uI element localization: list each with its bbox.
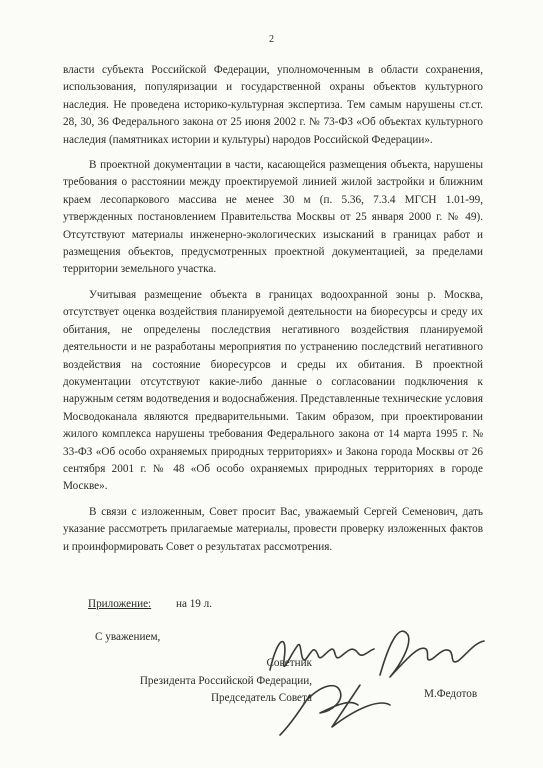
page-number: 2 <box>269 34 274 45</box>
closing-salutation: С уважением, <box>95 631 161 643</box>
handwritten-signature <box>240 615 500 745</box>
attachment-line <box>88 597 212 612</box>
paragraph-2: В проектной документации в части, касающейся размещения объекта, нарушены требования о расстоянии между проектируемой линией жилой застройки и ближним краем лесопаркового массива не менее 30 м (п. 5.36, 7.3.4 МГСН 1.01-99, утвержденных постановлением Правительства Москвы от 25 января 2000 г. № 49). Отсутствуют материалы инженерно-экологических изысканий в границах работ и размещения объектов, предусмотренных проектной документацией, за пределами территории земельного участка. <box>63 159 483 276</box>
signatory-line-2: Президента Российской Федерации, <box>139 674 312 687</box>
paragraph-3: Учитывая размещение объекта в границах водоохранной зоны р. Москва, отсутствует оценка воздействия планируемой деятельности на биоресурсы и среду их обитания, не определены последствия негативного воздействия планируемой деятельности и не разработаны мероприятия по устранению последствий негативного воздействия на состояние биоресурсов и среды их обитания. В проектной документации отсутствуют какие-либо данные о согласовании подключения к наружным сетям водотведения и водоснабжения. Представленные технические условия Мосводоканала являются предварительными. Таким образом, при проектировании жилого комплекса нарушены требования Федерального закона от 14 марта 1995 г. № 33-ФЗ «Об особо охраняемых природных территориях» и Закона города Москвы от 26 сентября 2001 г. № 48 «Об особо охраняемых природных территориях в городе Москве». <box>63 288 483 493</box>
attachment-value: на 19 л. <box>175 598 213 610</box>
attachment-label: Приложение: <box>88 598 152 610</box>
paragraph-4: В связи с изложенным, Совет просит Вас, уважаемый Сергей Семенович, дать указание рассмотреть прилагаемые материалы, провести проверку изложенных фактов и проинформировать Совет о результатах рассмотрения. <box>63 505 483 553</box>
signatory-line-3: Председатель Совета <box>210 692 312 704</box>
paragraph-1: власти субъекта Российской Федерации, уполномоченным в области сохранения, использования, популяризации и государственной охраны объектов культурного наследия. Не проведена историко-культурная экспертиза. Тем самым нарушены ст.ст. 28, 30, 36 Федерального закона от 25 июня 2002 г. № 73-ФЗ «Об объектах культурного наследия (памятниках истории и культуры) народов Российской Федерации». <box>63 64 483 146</box>
signatory-name: М.Федотов <box>424 688 478 700</box>
letter-body <box>63 62 483 556</box>
signatory-line-1: Советник <box>266 657 312 669</box>
